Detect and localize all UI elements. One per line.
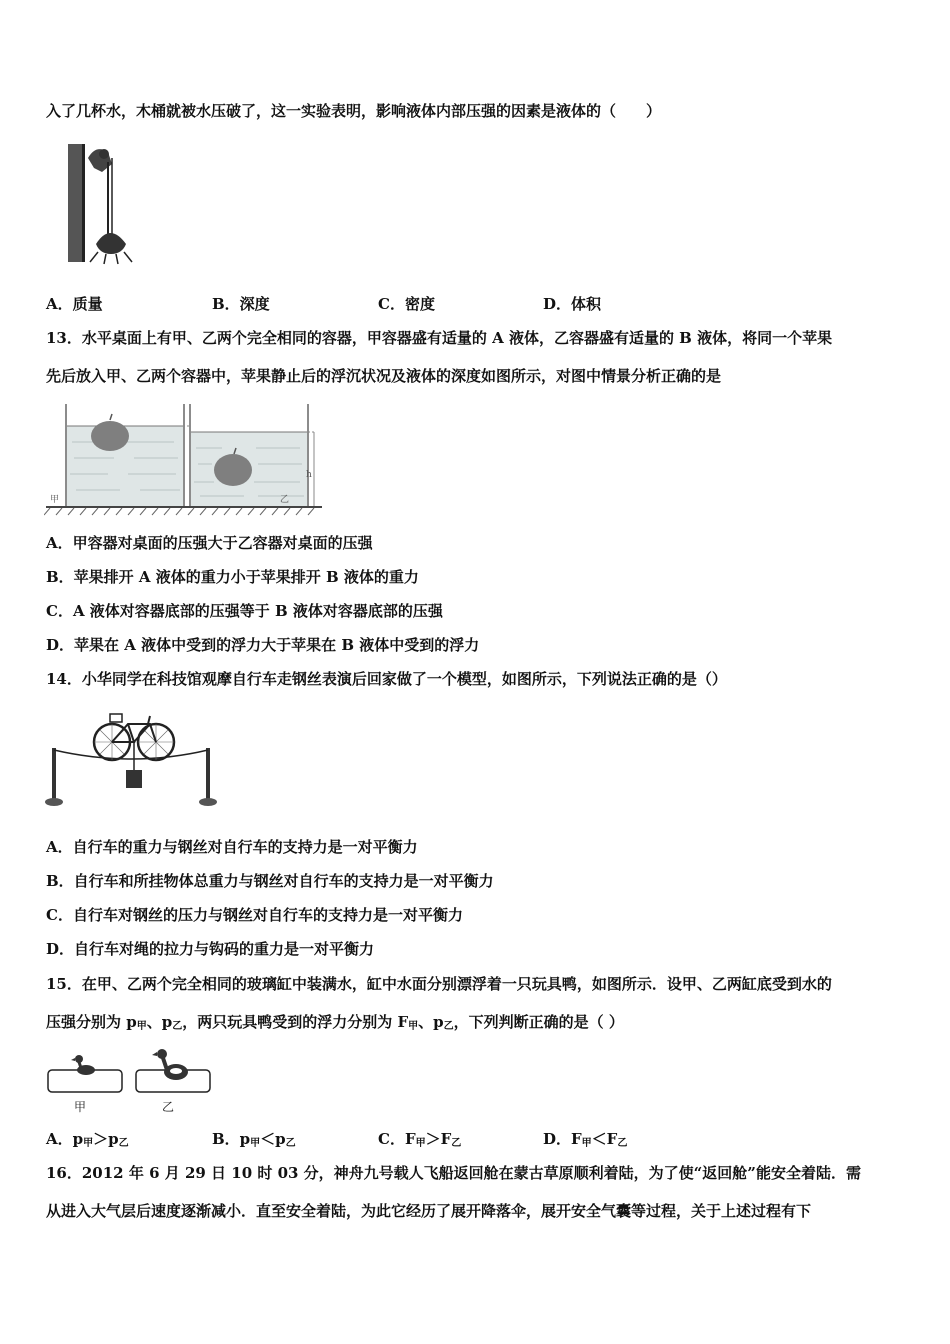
q13-stem-line2: 先后放入甲、乙两个容器中，苹果静止后的浮沉状况及液体的深度如图所示，对图中情景分析正确的是 <box>46 367 722 385</box>
q12-option-c[interactable]: C．密度 <box>378 295 435 313</box>
q13-option-c[interactable]: C．A 液体对容器底部的压强等于 B 液体对容器底部的压强 <box>46 602 443 620</box>
q13-option-a[interactable]: A．甲容器对桌面的压强大于乙容器对桌面的压强 <box>46 534 373 552</box>
q14-figure <box>44 708 224 810</box>
q13-stem-line1: 13．水平桌面上有甲、乙两个完全相同的容器，甲容器盛有适量的 A 液体，乙容器盛有适量的 B 液体，将同一个苹果 <box>46 329 833 347</box>
q13-label-jia: 甲 <box>50 495 60 505</box>
q12-option-b[interactable]: B．深度 <box>212 295 270 313</box>
q12-figure <box>60 140 135 268</box>
q12-stem-tail: 入了几杯水，木桶就被水压破了，这一实验表明，影响液体内部压强的因素是液体的（ ） <box>46 102 662 120</box>
q13-option-d[interactable]: D．苹果在 A 液体中受到的浮力大于苹果在 B 液体中受到的浮力 <box>46 636 480 654</box>
q13-figure <box>44 402 324 518</box>
q15-option-a[interactable]: A．$p_甲>p_乙$ <box>46 1130 129 1149</box>
q15-stem-line1: 15．在甲、乙两个完全相同的玻璃缸中装满水，缸中水面分别漂浮着一只玩具鸭，如图所示．设甲、乙两缸底受到水的 <box>46 975 832 993</box>
q15-label-jia: 甲 <box>74 1100 87 1114</box>
q14-option-c[interactable]: C．自行车对钢丝的压力与钢丝对自行车的支持力是一对平衡力 <box>46 906 463 924</box>
q14-stem: 14．小华同学在科技馆观摩自行车走钢丝表演后回家做了一个模型，如图所示，下列说法正确的是（） <box>46 670 727 688</box>
q12-option-d[interactable]: D．体积 <box>543 295 602 313</box>
q13-option-b[interactable]: B．苹果排开 A 液体的重力小于苹果排开 B 液体的重力 <box>46 568 419 586</box>
q15-option-d[interactable]: D．$F_甲<F_乙$ <box>543 1130 628 1149</box>
q15-figure <box>44 1044 216 1118</box>
q14-option-a[interactable]: A．自行车的重力与钢丝对自行车的支持力是一对平衡力 <box>46 838 418 856</box>
q14-option-b[interactable]: B．自行车和所挂物体总重力与钢丝对自行车的支持力是一对平衡力 <box>46 872 494 890</box>
q12-option-a[interactable]: A．质量 <box>46 295 103 313</box>
q15-option-b[interactable]: B．$p_甲<p_乙$ <box>212 1130 296 1149</box>
q16-stem-line2: 从进入大气层后速度逐渐减小．直至安全着陆，为此它经历了展开降落伞，展开安全气囊等过程，关于上述过程有下 <box>46 1202 812 1220</box>
q13-height-label: h <box>306 470 312 480</box>
q15-label-yi: 乙 <box>162 1100 175 1114</box>
q15-stem-line2: 压强分别为 $p_甲$、$p_乙$，两只玩具鸭受到的浮力分别为 $F_甲$、$p_乙$，下列判断正确的是（ ） <box>46 1013 624 1032</box>
q15-option-c[interactable]: C．$F_甲>F_乙$ <box>378 1130 462 1149</box>
q13-label-yi: 乙 <box>280 495 290 505</box>
q16-stem-line1: 16．2012 年 6 月 29 日 10 时 03 分，神舟九号载人飞船返回舱在蒙古草原顺利着陆，为了使“返回舱”能安全着陆．需 <box>46 1164 861 1182</box>
q14-option-d[interactable]: D．自行车对绳的拉力与钩码的重力是一对平衡力 <box>46 940 375 958</box>
